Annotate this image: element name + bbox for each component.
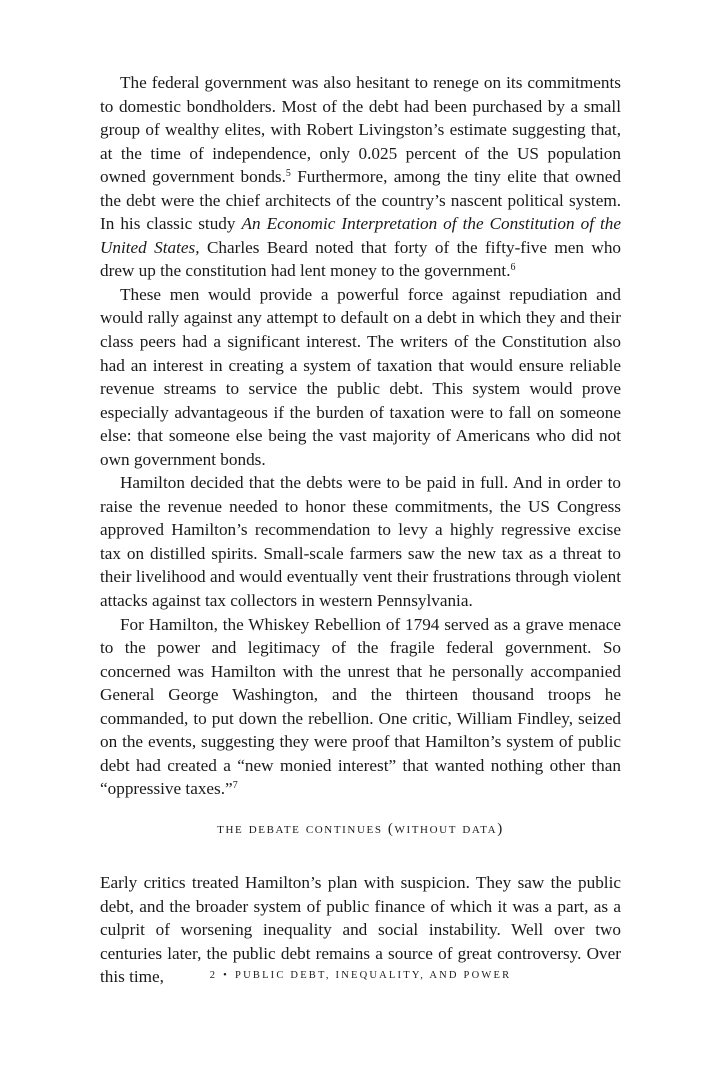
p4-text: For Hamilton, the Whiskey Rebellion of 1794 served as a grave menace to the power and legitimacy of the fragile federal government. So concerned was Hamilton with the unrest that he personally accompanied General George Washington, and the thirteen thousand troops he commanded, to put down the rebellion. One critic, William Findley, seized on the events, suggesting they were proof that Hamilton’s system of public debt had created a “new monied interest” that wanted nothing other than “oppressive taxes.” — [100, 614, 621, 799]
p1-text-a: The federal government was also hesitant to renege on its commitments to domestic bondholders. Most of the debt had been purchased by a small group of wealthy elites, with Robert Livingston’s estimate suggesting that, at the time of independence, only 0.025 percent of the US population owned government bonds. — [100, 73, 621, 187]
page-number: 2 — [209, 970, 218, 981]
paragraph-4 — [100, 613, 621, 801]
footnote-ref-7[interactable]: 7 — [232, 780, 238, 792]
bullet-separator: • — [223, 970, 230, 981]
body-text-main — [100, 71, 621, 801]
footnote-ref-5[interactable]: 5 — [285, 168, 291, 180]
paragraph-3: Hamilton decided that the debts were to be paid in full. And in order to raise the revenue needed to honor these commitments, the US Congress approved Hamilton’s recommendation to levy a highly regressive excise tax on distilled spirits. Small-scale farmers saw the new tax as a threat to their livelihood and would eventually vent their frustrations through violent attacks against tax collectors in western Pennsylvania. — [100, 473, 621, 611]
section-paragraph-1: Early critics treated Hamilton’s plan with suspicion. They saw the public debt, and the broader system of public finance of which it was a part, as a culprit of worsening inequality and social instability. Well over two centuries later, the public debt remains a source of great controversy. Over this time, — [100, 873, 621, 987]
p1-text-b: Furthermore, among the tiny elite that owned the debt were the chief architects of the country’s nascent political system. In his classic study — [100, 167, 621, 234]
paragraph-1 — [100, 71, 621, 283]
section-heading: the debate continues (without data) — [217, 821, 504, 837]
paragraph-2: These men would provide a powerful force against repudiation and would rally against any attempt to default on a debt in which they and their class peers had a significant interest. The writers of the Constitution also had an interest in creating a system of taxation that would ensure reliable revenue streams to service the public debt. This system would prove especially advantageous if the burden of taxation were to fall on someone else: that someone else being the vast majority of Americans who did not own government bonds. — [100, 284, 621, 469]
book-title: An Economic Interpretation of the Constitution of the United States, — [100, 214, 621, 257]
page-footer — [100, 970, 621, 981]
running-title: PUBLIC DEBT, INEQUALITY, AND POWER — [235, 970, 512, 981]
p1-text-c: Charles Beard noted that forty of the fifty-five men who drew up the constitution had lent money to the government. — [100, 237, 622, 281]
footnote-ref-6[interactable]: 6 — [510, 262, 516, 274]
